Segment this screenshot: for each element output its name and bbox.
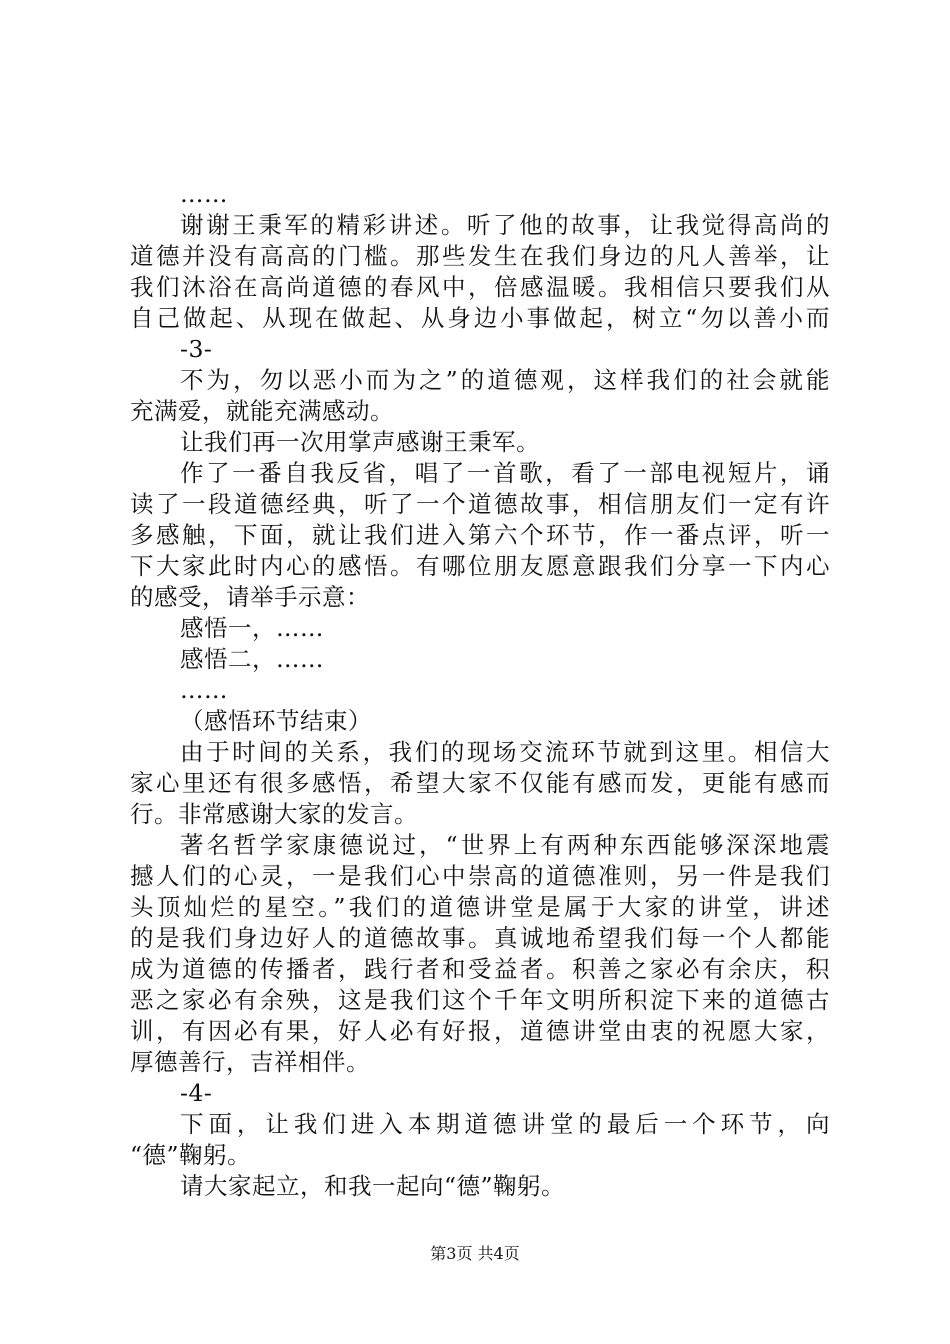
paragraph-line: 下大家此时内心的感悟。有哪位朋友愿意跟我们分享一下内心 [130, 552, 830, 580]
paragraph-line: 家心里还有很多感悟，希望大家不仅能有感而发，更能有感而 [130, 769, 830, 797]
paragraph-line: 多感触，下面，就让我们进入第六个环节，作一番点评，听一 [130, 521, 830, 549]
paragraph-line: 读了一段道德经典，听了一个道德故事，相信朋友们一定有许 [130, 490, 830, 518]
paragraph-line: 充满爱，就能充满感动。 [130, 397, 394, 425]
paragraph-line: 恶之家必有余殃，这是我们这个千年文明所积淀下来的道德古 [130, 986, 830, 1014]
page-marker: -4- [180, 1079, 213, 1107]
page-marker: -3- [180, 335, 213, 363]
paragraph-line: 头顶灿烂的星空。”我们的道德讲堂是属于大家的讲堂，讲述 [130, 893, 830, 921]
paragraph-line: 让我们再一次用掌声感谢王秉军。 [180, 428, 540, 456]
paragraph-line: 的感受，请举手示意： [130, 583, 370, 611]
paragraph-line: 的是我们身边好人的道德故事。真诚地希望我们每一个人都能 [130, 924, 830, 952]
paragraph-line: “德”鞠躬。 [130, 1141, 252, 1169]
paragraph-line: 著名哲学家康德说过，“世界上有两种东西能够深深地震 [180, 831, 830, 859]
paragraph-line: 厚德善行，吉祥相伴。 [130, 1048, 370, 1076]
ellipsis-line: …… [180, 676, 228, 704]
list-item: 感悟二，…… [180, 645, 324, 673]
paragraph-line: 请大家起立，和我一起向“德”鞠躬。 [180, 1172, 566, 1200]
paragraph-line: 行。非常感谢大家的发言。 [130, 800, 418, 828]
page-footer: 第3页 共4页 [430, 1244, 520, 1263]
paragraph-line: 撼人们的心灵，一是我们心中崇高的道德准则，另一件是我们 [130, 862, 830, 890]
ellipsis-line: …… [180, 180, 228, 208]
paragraph-line: 不为，勿以恶小而为之”的道德观，这样我们的社会就能 [180, 366, 830, 394]
list-item: 感悟一，…… [180, 614, 324, 642]
paragraph-line: 作了一番自我反省，唱了一首歌，看了一部电视短片，诵 [180, 459, 830, 487]
section-note: （感悟环节结束） [180, 707, 372, 735]
paragraph-line: 成为道德的传播者，践行者和受益者。积善之家必有余庆，积 [130, 955, 830, 983]
paragraph-line: 训，有因必有果，好人必有好报，道德讲堂由衷的祝愿大家， [130, 1017, 830, 1045]
paragraph-line: 自己做起、从现在做起、从身边小事做起，树立“勿以善小而 [130, 304, 830, 332]
paragraph-line: 道德并没有高高的门槛。那些发生在我们身边的凡人善举，让 [130, 242, 830, 270]
paragraph-line: 我们沐浴在高尚道德的春风中，倍感温暖。我相信只要我们从 [130, 273, 830, 301]
paragraph-line: 下面，让我们进入本期道德讲堂的最后一个环节，向 [180, 1110, 830, 1138]
paragraph-line: 谢谢王秉军的精彩讲述。听了他的故事，让我觉得高尚的 [180, 211, 830, 239]
paragraph-line: 由于时间的关系，我们的现场交流环节就到这里。相信大 [180, 738, 830, 766]
